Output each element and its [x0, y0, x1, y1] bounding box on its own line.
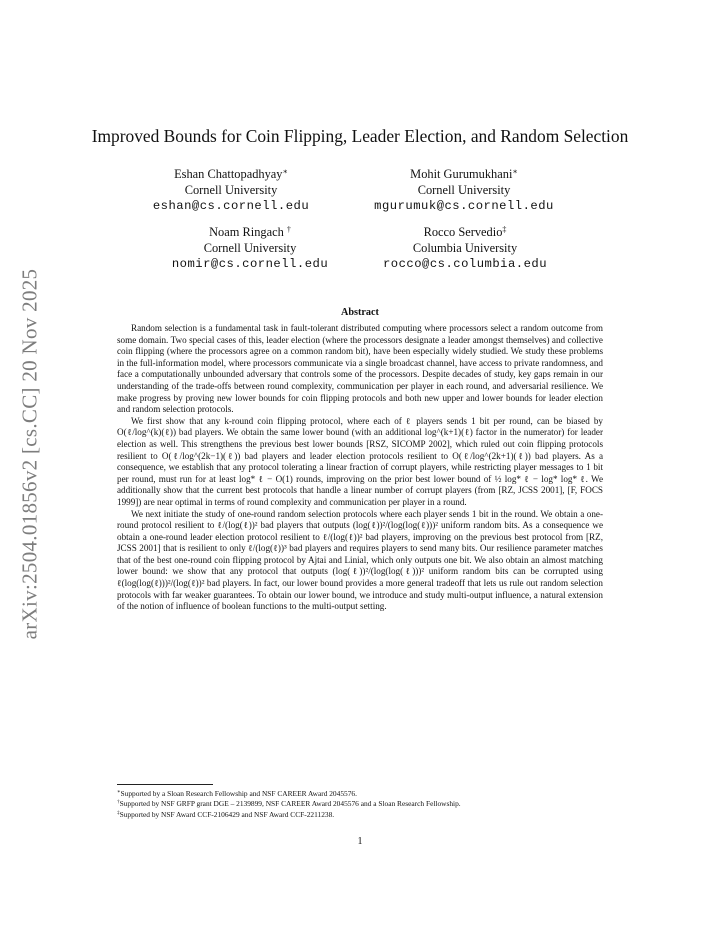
paper-title: Improved Bounds for Coin Flipping, Leader Election, and Random Selection	[91, 126, 629, 146]
author-affiliation: Cornell University	[203, 241, 297, 255]
author-footnote-mark: ∗	[512, 167, 518, 176]
author-name: Noam Ringach	[209, 225, 284, 239]
author-footnote-mark: †	[286, 225, 291, 234]
footnote-mark: ‡	[117, 809, 120, 816]
author-block	[334, 166, 594, 214]
abstract-paragraph: Random selection is a fundamental task in fault-tolerant distributed computing where processors select a random outcome from some domain. Two special cases of this, leader election (where the processors designate a leader amongst themselves) and collective coin flipping (where the processors agree on a common random bit), have been especially widely studied. We study these problems in the full-information model, where processors communicate via a single broadcast channel, have access to private randomness, and face a computationally unbounded adversary that controls some of the processors. Despite decades of study, key gaps remain in our understanding of the trade-offs between round complexity, communication per player in each round, and adversarial resilience. We make progress by proving new lower bounds for coin flipping protocols and both new upper and lower bounds for leader election and random selection protocols.	[117, 323, 603, 415]
footnote-divider	[117, 784, 213, 785]
footnote-mark: †	[117, 799, 120, 806]
footnote-mark: ∗	[117, 789, 121, 795]
page-number: 1	[357, 836, 363, 847]
author-block	[101, 166, 361, 214]
author-affiliation: Cornell University	[184, 183, 278, 197]
footnote-text: Supported by NSF Award CCF-2106429 and NSF Award CCF-2211238.	[119, 809, 335, 819]
arxiv-identifier-stamp	[10, 258, 50, 650]
author-name: Eshan Chattopadhyay	[174, 167, 283, 181]
abstract-paragraph: We first show that any k-round coin flipping protocol, where each of ℓ players sends 1 bit per round, can be biased by O(ℓ/log^(k)(ℓ)) bad players. We obtain the same lower bound (with an additional log^(k+1)(ℓ) factor in the numerator) for leader election as well. This strengthens the previous best lower bounds [RSZ, SICOMP 2002], which ruled out coin flipping protocols resilient to O(ℓ/log^(2k−1)(ℓ)) bad players and leader election protocols resilient to O(ℓ/log^(2k+1)(ℓ)) bad players. As a consequence, we establish that any protocol tolerating a linear fraction of corrupt players, while restricting player messages to 1 bit per round, must run for at least log* ℓ − O(1) rounds, improving on the prior best lower bound of ½ log* ℓ − log* log* ℓ. We additionally show that the current best protocols that handle a linear number of corrupt players (from [RZ, JCSS 2001], [F, FOCS 1999]) are near optimal in terms of round complexity and communication per player in a round.	[117, 415, 603, 507]
footnote	[117, 810, 617, 820]
footnote-text: Supported by NSF GRFP grant DGE – 2139899, NSF CAREER Award 2045576 and a Sloan Research Fellowship.	[119, 799, 461, 809]
footnote	[117, 789, 617, 799]
author-email: eshan@cs.cornell.edu	[152, 199, 310, 213]
author-email: rocco@cs.columbia.edu	[382, 257, 548, 271]
footnote	[117, 799, 617, 809]
author-footnote-mark: ∗	[282, 167, 288, 176]
author-name: Rocco Servedio	[423, 225, 503, 239]
author-footnote-mark: ‡	[502, 225, 507, 234]
author-affiliation: Columbia University	[412, 241, 518, 255]
author-block	[335, 224, 595, 272]
author-email: mgurumuk@cs.cornell.edu	[374, 199, 554, 213]
abstract-paragraph: We next initiate the study of one-round random selection protocols where each player sends 1 bit in the round. We obtain a one-round protocol resilient to ℓ/(log(ℓ))² bad players that outputs (log(ℓ))²/(log(log(ℓ)))² uniform random bits. As a consequence we obtain a one-round leader election protocol resilient to ℓ/(log(ℓ))² bad players, improving on the previous best protocol from [RZ, JCSS 2001] that is resilient to only ℓ/(log(ℓ))³ bad players and requires players to send many bits. Our resilience parameter matches that of the best one-round coin flipping protocol by Ajtai and Linial, which only outputs one bit. We also obtain an almost matching lower bound: we show that any protocol that outputs (log(ℓ))²/(log(log(ℓ)))² uniform random bits can be corrupted using ℓ(log(log(ℓ)))²/(log(ℓ))² bad players. In fact, our lower bound provides a more general tradeoff that lets us rule out random selection protocols with far weaker guarantees. To obtain our lower bound, we introduce and study multi-output influence, a natural extension of the notion of influence of boolean functions to the multi-output setting.	[117, 508, 603, 612]
author-affiliation: Cornell University	[417, 183, 511, 197]
abstract-heading: Abstract	[341, 307, 379, 318]
arxiv-identifier-text: arXiv:2504.01856v2 [cs.CC] 20 Nov 2025	[17, 268, 42, 640]
author-email: nomir@cs.cornell.edu	[171, 257, 329, 271]
author-name: Mohit Gurumukhani	[410, 167, 513, 181]
footnotes	[117, 789, 617, 820]
abstract-body	[117, 323, 603, 613]
footnote-text: Supported by a Sloan Research Fellowship and NSF CAREER Award 2045576.	[120, 789, 357, 798]
